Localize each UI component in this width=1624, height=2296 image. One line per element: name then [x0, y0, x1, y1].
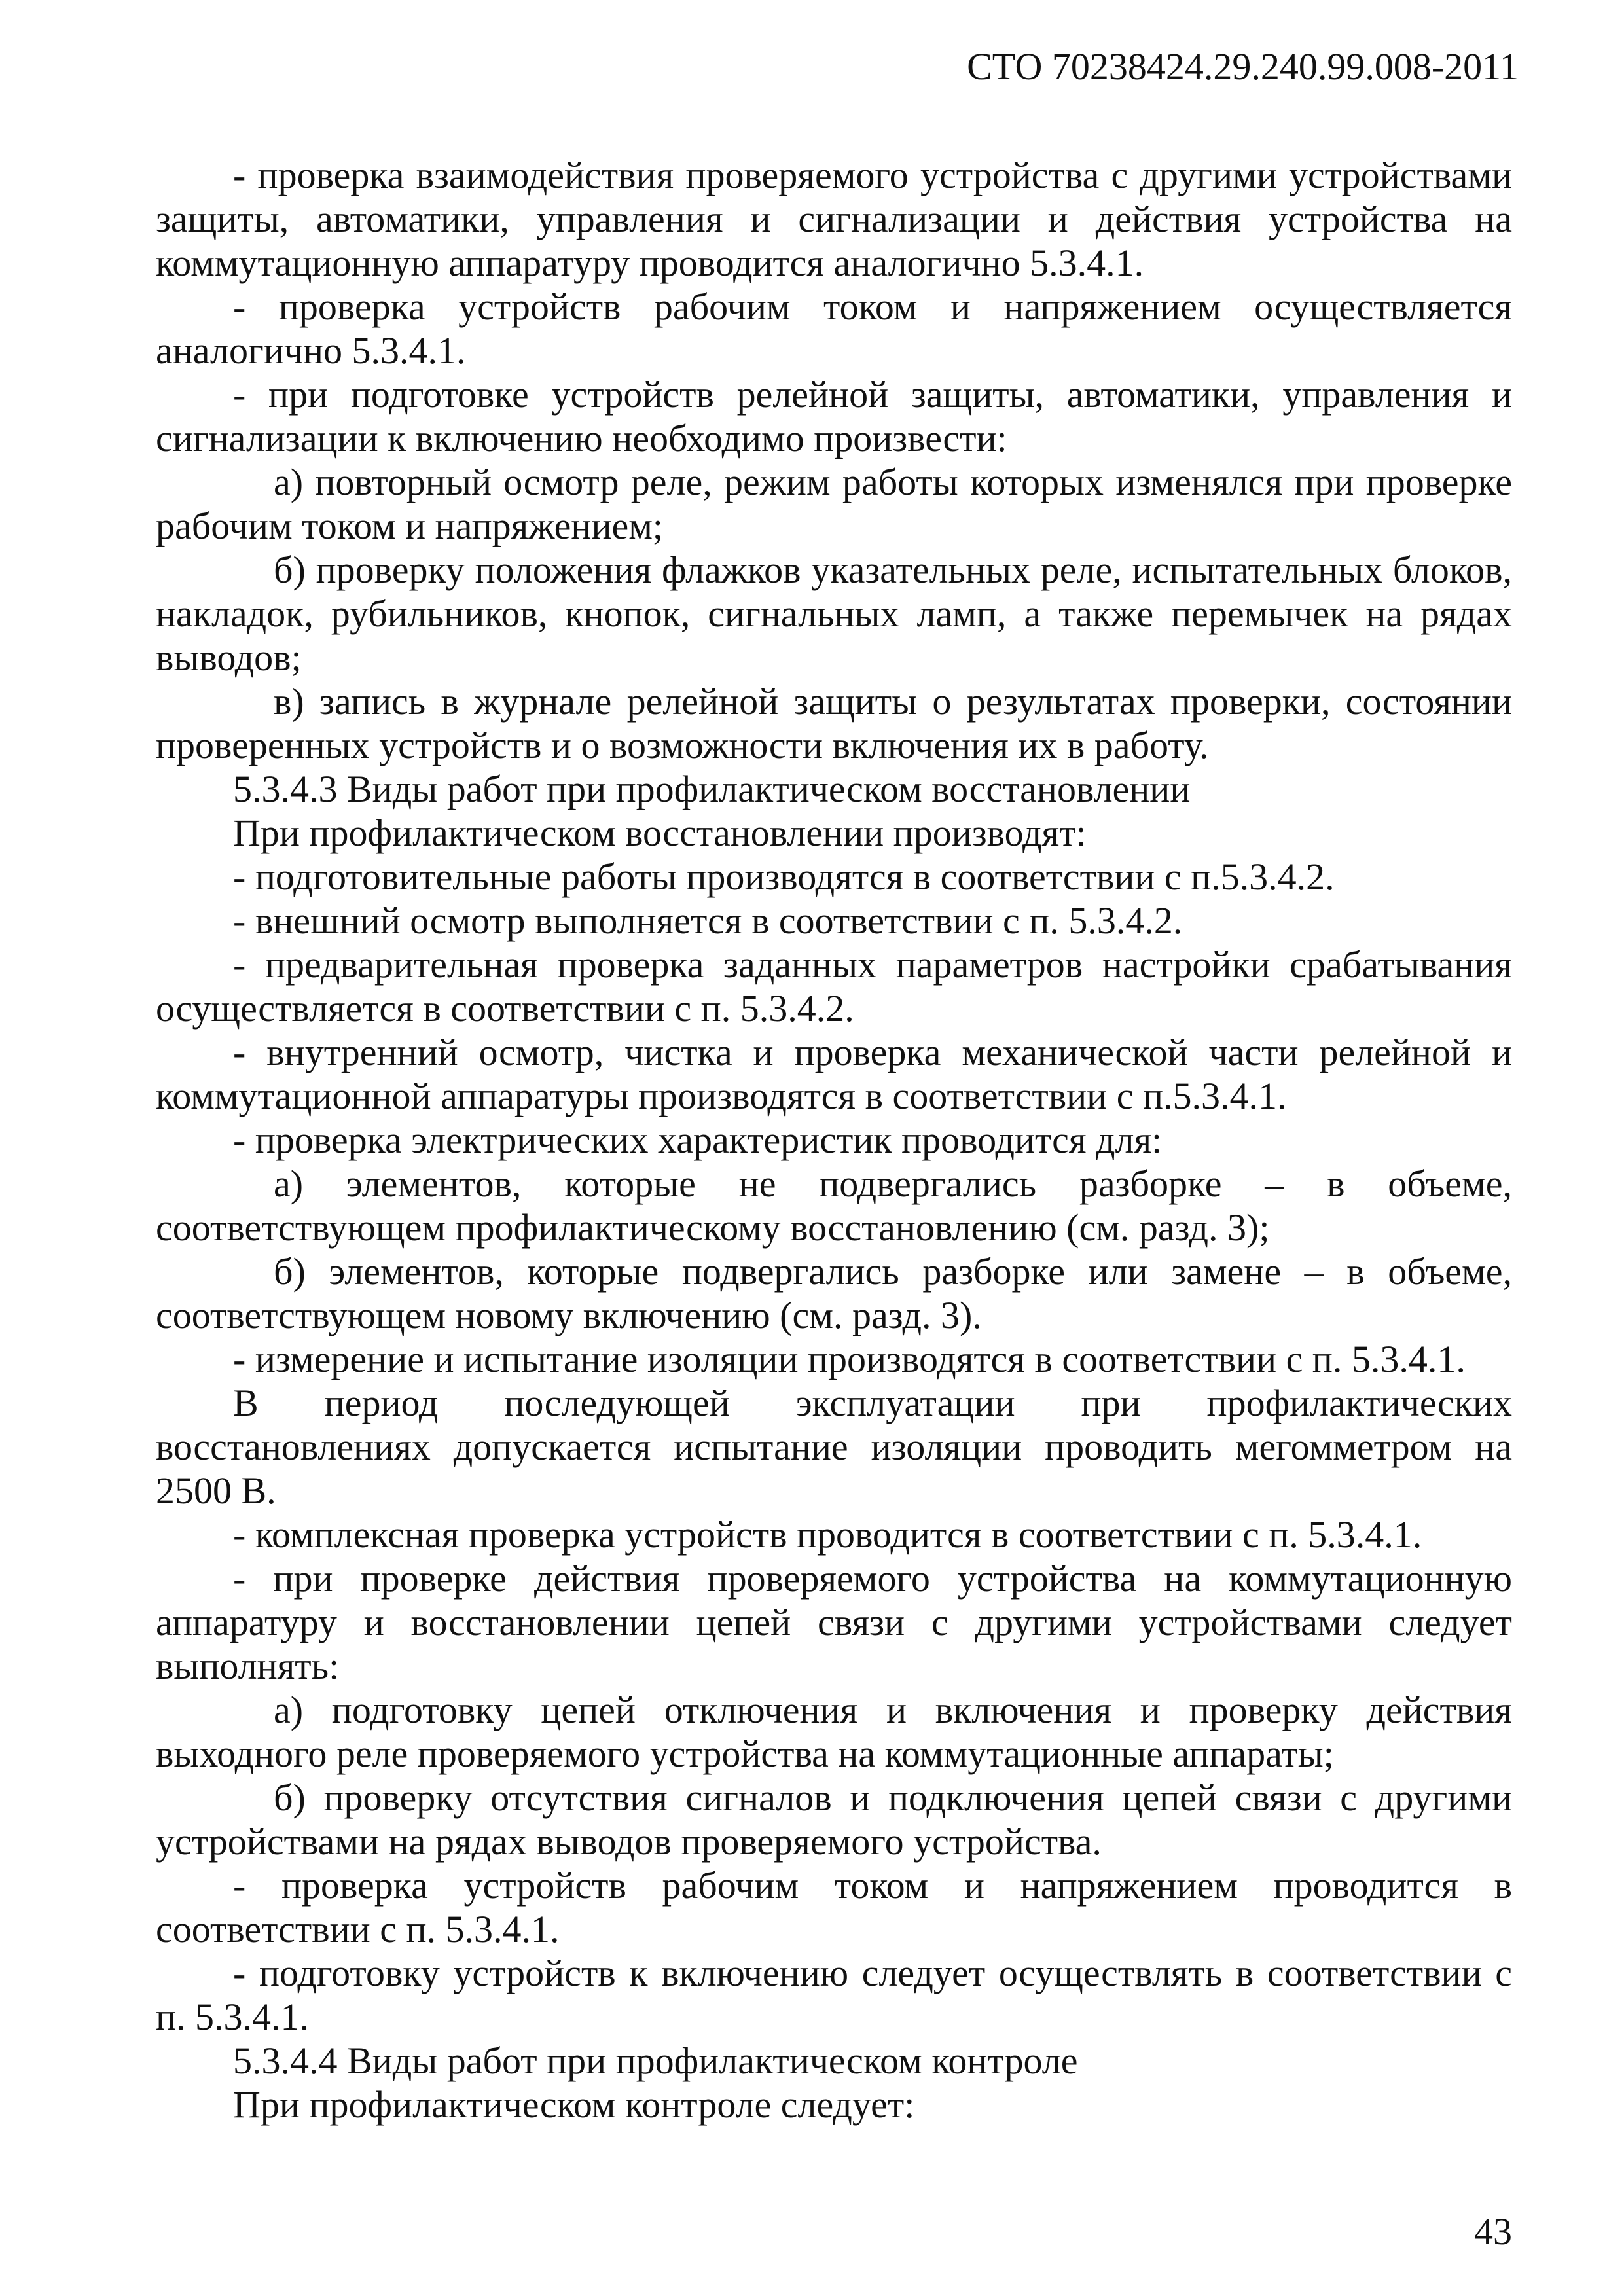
paragraph: - при проверке действия проверяемого устройства на коммутационную аппаратуру и восстановлении цепей связи с другими устройствами следует выполнять:: [156, 1557, 1512, 1687]
paragraph: - проверка взаимодействия проверяемого устройства с другими устройствами защиты, автоматики, управления и сигнализации и действия устройства на коммутационную аппаратуру проводится аналогично 5.3.4.1.: [156, 154, 1512, 284]
list-item-b: б) элементов, которые подвергались разборке или замене – в объеме, соответствующем новому включению (см. разд. 3).: [156, 1250, 1512, 1336]
body-text: [156, 153, 1512, 2126]
paragraph: - измерение и испытание изоляции производятся в соответствии с п. 5.3.4.1.: [233, 1338, 1466, 1380]
list-item-a: а) элементов, которые не подвергались разборке – в объеме, соответствующем профилактическому восстановлению (см. разд. 3);: [156, 1162, 1512, 1249]
page-number: 43: [1474, 2210, 1512, 2253]
list-item-c: в) запись в журнале релейной защиты о результатах проверки, состоянии проверенных устройств и о возможности включения их в работу.: [156, 680, 1512, 766]
paragraph: - подготовку устройств к включению следует осуществлять в соответствии с п. 5.3.4.1.: [156, 1952, 1512, 2038]
paragraph: - внутренний осмотр, чистка и проверка механической части релейной и коммутационной аппаратуры производятся в соответствии с п.5.3.4.1.: [156, 1031, 1512, 1117]
list-item-b: б) проверку отсутствия сигналов и подключения цепей связи с другими устройствами на рядах выводов проверяемого устройства.: [156, 1776, 1512, 1863]
paragraph: - предварительная проверка заданных параметров настройки срабатывания осуществляется в соответствии с п. 5.3.4.2.: [156, 943, 1512, 1030]
paragraph: - проверка устройств рабочим током и напряжением проводится в соответствии с п. 5.3.4.1.: [156, 1864, 1512, 1950]
list-item-a: а) подготовку цепей отключения и включения и проверку действия выходного реле проверяемого устройства на коммутационные аппараты;: [156, 1689, 1512, 1775]
section-heading-5-3-4-4: 5.3.4.4 Виды работ при профилактическом контроле: [233, 2039, 1078, 2082]
paragraph: В период последующей эксплуатации при профилактических восстановлениях допускается испытание изоляции проводить мегомметром на 2500 В.: [156, 1382, 1512, 1512]
list-item-b: б) проверку положения флажков указательных реле, испытательных блоков, накладок, рубильников, кнопок, сигнальных ламп, а также перемычек на рядах выводов;: [156, 548, 1512, 679]
section-heading-5-3-4-3: 5.3.4.3 Виды работ при профилактическом восстановлении: [233, 768, 1191, 810]
paragraph: - внешний осмотр выполняется в соответствии с п. 5.3.4.2.: [233, 899, 1183, 942]
paragraph: - при подготовке устройств релейной защиты, автоматики, управления и сигнализации к включению необходимо произвести:: [156, 373, 1512, 459]
paragraph: - комплексная проверка устройств проводится в соответствии с п. 5.3.4.1.: [233, 1513, 1422, 1556]
paragraph: - проверка электрических характеристик проводится для:: [233, 1119, 1163, 1161]
paragraph: - проверка устройств рабочим током и напряжением осуществляется аналогично 5.3.4.1.: [156, 285, 1512, 372]
paragraph: При профилактическом контроле следует:: [233, 2083, 915, 2126]
paragraph: - подготовительные работы производятся в соответствии с п.5.3.4.2.: [233, 855, 1335, 898]
document-code-header: СТО 70238424.29.240.99.008-2011: [967, 45, 1519, 88]
list-item-a: а) повторный осмотр реле, режим работы которых изменялся при проверке рабочим током и напряжением;: [156, 461, 1512, 547]
paragraph: При профилактическом восстановлении производят:: [233, 812, 1087, 854]
